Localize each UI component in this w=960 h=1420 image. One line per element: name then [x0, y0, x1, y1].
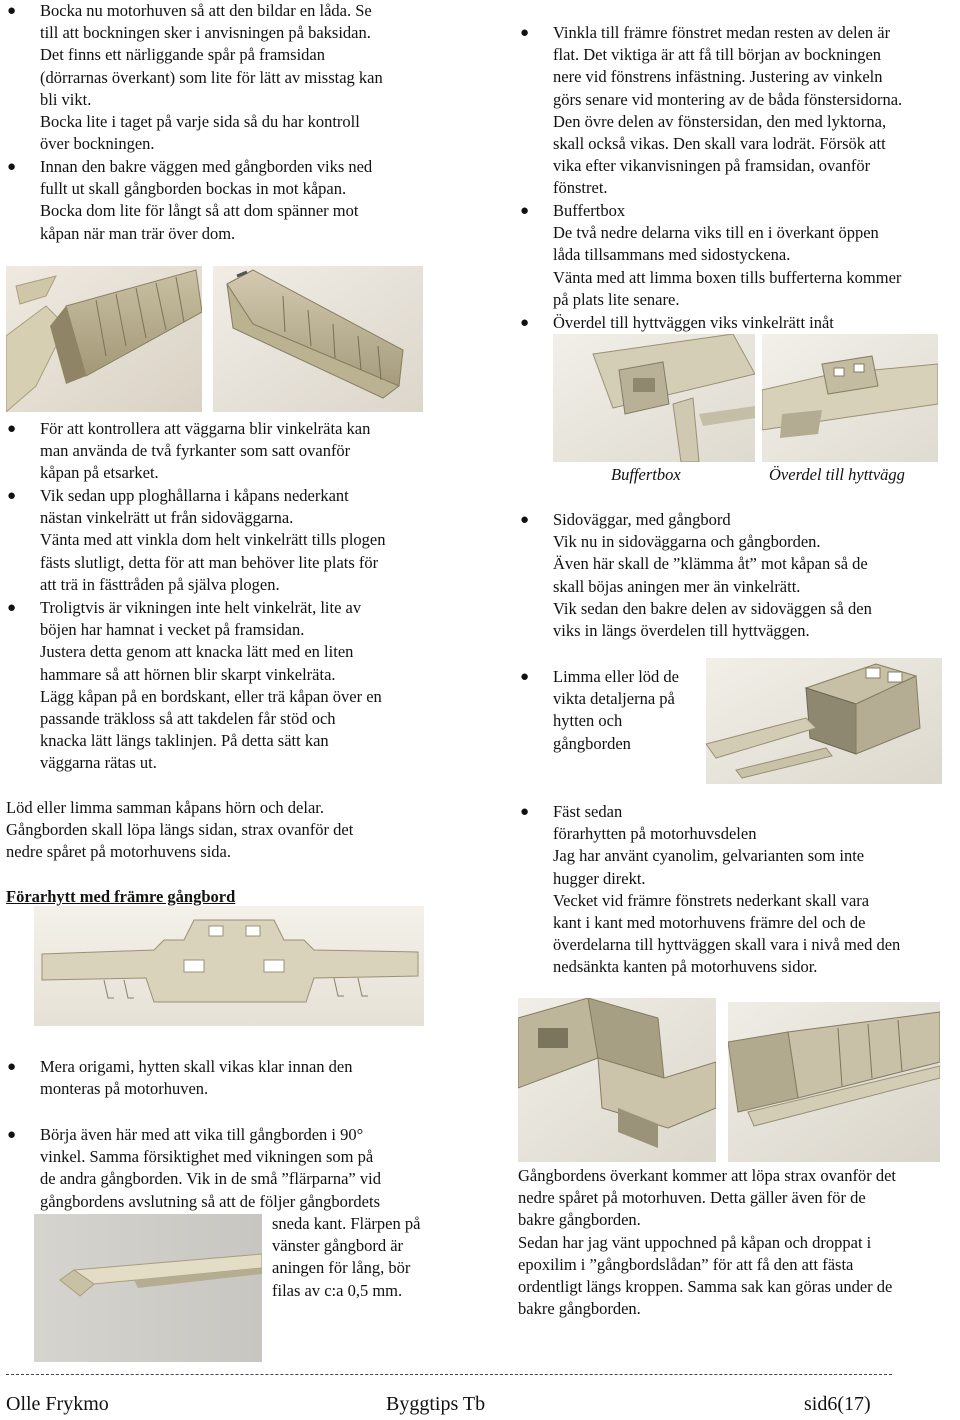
bullet-block-straighten: [7, 597, 382, 775]
bullet-icon: ●: [520, 669, 530, 685]
bullet-text: För att kontrollera att väggarna blir vinkelräta kan man använda de två fyrkanter som satt ovanför kåpan på etsarket.: [40, 419, 371, 483]
footer-author: Olle Frykmo: [6, 1393, 109, 1415]
bullet-block-bend-hood: [7, 0, 383, 155]
bullet-block-front-window: [520, 22, 903, 200]
bullet-icon: ●: [7, 159, 17, 175]
bullet-text: Mera origami, hytten skall vikas klar innan den monteras på motorhuven.: [40, 1057, 353, 1099]
bullet-icon: ●: [520, 315, 530, 331]
bullet-block-origami: [7, 1056, 353, 1100]
bullet-text: Fäst sedan förarhytten på motorhuvsdelen Jag har använt cyanolim, gelvarianten som inte hugger direkt. Vecket vid främre fönstrets nederkant skall vara kant i kant med motorhuvens främre del och de överdelarna till hyttväggen skall vara i nivå med den nedsänkta kanten på motorhuvens sidor.: [553, 802, 901, 977]
bufferbox-illustration: [553, 334, 755, 462]
bullet-block-check-square: [7, 418, 371, 485]
photo-cab-flat-sheet: [34, 906, 424, 1026]
footer-page-number: sid6(17): [804, 1393, 871, 1415]
flap-note: sneda kant. Flärpen på vänster gångbord är aningen för lång, bör filas av c:a 0,5 mm.: [272, 1214, 421, 1300]
bullet-text: Innan den bakre väggen med gångborden viks ned fullt ut skall gångborden bockas in mot kåpan. Bocka dom lite för långt så att dom spänner mot kåpan när man trär över dom.: [40, 157, 373, 243]
bullet-icon: ●: [7, 488, 17, 504]
photo-cab-mounted-front: [518, 998, 716, 1162]
bullet-text: Buffertbox De två nedre delarna viks till en i överkant öppen låda tillsammans med sidostyckena. Vänta med att limma boxen tills bufferterna kommer på plats lite senare.: [553, 201, 902, 309]
bullet-text: Troligtvis är vikningen inte helt vinkelrät, lite av böjen har hamnat i vecket på framsidan. Justera detta genom att knacka lätt med en liten hammare så att hörnen blir skarpt vinkelräta. Lägg kåpan på en bordskant, eller trä kåpan över en passande träkloss så att takdelen får stöd och knacka lätt längs taklinjen. På detta sätt kan väggarna rätas ut.: [40, 598, 382, 773]
bullet-text: Överdel till hyttväggen viks vinkelrätt inåt: [553, 313, 834, 332]
paragraph-solder-corners: Löd eller limma samman kåpans hörn och delar. Gångborden skall löpa längs sidan, strax ovanför det nedre spåret på motorhuvens sida.: [6, 798, 354, 862]
photo-bufferbox: [553, 334, 755, 462]
photo-walkway-flap: [34, 1214, 262, 1362]
bullet-block-fold-walkways: [7, 1124, 381, 1213]
bullet-text: Vinkla till främre fönstret medan resten av delen är flat. Det viktiga är att få till början av bockningen nere vid fönstrens infästning. Justering av vinkeln görs senare vid montering av de båda fönstersidorna. Den övre delen av fönstersidan, den med lyktorna, skall också vikas. Den skall vara lodrät. Försök att vika efter vikanvisningen på framsidan, ovanför fönstret.: [553, 23, 903, 198]
photo-cab-mounted-side: [728, 1002, 940, 1162]
cab-wall-top-illustration: [762, 334, 938, 462]
photo-hood-folding: [6, 266, 202, 412]
hood-box-illustration: [213, 266, 423, 412]
footer-title: Byggtips Tb: [386, 1393, 486, 1415]
hood-folding-illustration: [6, 266, 202, 412]
photo-folded-cab: [706, 658, 942, 784]
walkway-flap-illustration: [34, 1214, 262, 1362]
bullet-text: Bocka nu motorhuven så att den bildar en låda. Se till att bockningen sker i anvisningen på baksidan. Det finns ett närliggande spår på framsidan (dörrarnas överkant) som lite för lätt av misstag kan bli vikt. Bocka lite i taget på varje sida så du har kontroll över bockningen.: [40, 1, 383, 154]
bullet-block-bufferbox: [520, 200, 902, 311]
bullet-icon: ●: [7, 421, 17, 437]
folded-cab-illustration: [706, 658, 942, 784]
bullet-block-attach-cab: [520, 801, 901, 979]
caption-cab-wall-top: Överdel till hyttvägg: [769, 465, 905, 484]
bullet-block-walkways: [7, 156, 373, 245]
bullet-icon: ●: [7, 3, 17, 19]
bullet-icon: ●: [7, 600, 17, 616]
bullet-block-plow-holders: [7, 485, 386, 596]
bullet-icon: ●: [520, 25, 530, 41]
bullet-text: Limma eller löd de vikta detaljerna på hytten och gångborden: [553, 667, 679, 753]
bullet-block-cab-wall-top: [520, 312, 834, 334]
section-heading-cab: Förarhytt med främre gångbord: [6, 887, 236, 906]
bullet-text: Sidoväggar, med gångbord Vik nu in sidoväggarna och gångborden. Även här skall de ”klämma åt” mot kåpan så de skall böjas aningen mer än vinkelrätt. Vik sedan den bakre delen av sidoväggen så den viks in längs överdelen till hyttväggen.: [553, 510, 872, 641]
paragraph-walkway-edge: Gångbordens överkant kommer att löpa strax ovanför det nedre spåret på motorhuven. Detta gäller även för de bakre gångborden. Sedan har jag vänt uppochned på kåpan och droppat i epoxilim i ”gångbordslådan” för att få den att fästa ordentligt längs kroppen. Samma sak kan göras under de bakre gångborden.: [518, 1166, 897, 1319]
bullet-text: Vik sedan upp ploghållarna i kåpans nederkant nästan vinkelrätt ut från sidoväggarna. Vänta med att vinkla dom helt vinkelrätt tills plogen fästs slutligt, detta för att man behöver lite plats för att trä in fästtråden på själva plogen.: [40, 486, 386, 594]
photo-hood-box: [213, 266, 423, 412]
bullet-icon: ●: [7, 1127, 17, 1143]
bullet-icon: ●: [520, 804, 530, 820]
cab-flat-sheet-illustration: [34, 906, 424, 1026]
bullet-block-glue-details: [520, 666, 679, 755]
bullet-icon: ●: [520, 203, 530, 219]
caption-bufferbox: Buffertbox: [611, 465, 681, 484]
bullet-block-side-walls: [520, 509, 872, 642]
cab-mounted-front-illustration: [518, 998, 716, 1162]
photo-cab-wall-top: [762, 334, 938, 462]
bullet-icon: ●: [520, 512, 530, 528]
bullet-icon: ●: [7, 1059, 17, 1075]
bullet-text: Börja även här med att vika till gångborden i 90° vinkel. Samma försiktighet med vikningen som på de andra gångborden. Vik in de små ”flärparna” vid gångbordens avslutning så att de följer gångbordets: [40, 1125, 381, 1211]
cab-mounted-side-illustration: [728, 1002, 940, 1162]
footer-divider: [6, 1374, 892, 1375]
